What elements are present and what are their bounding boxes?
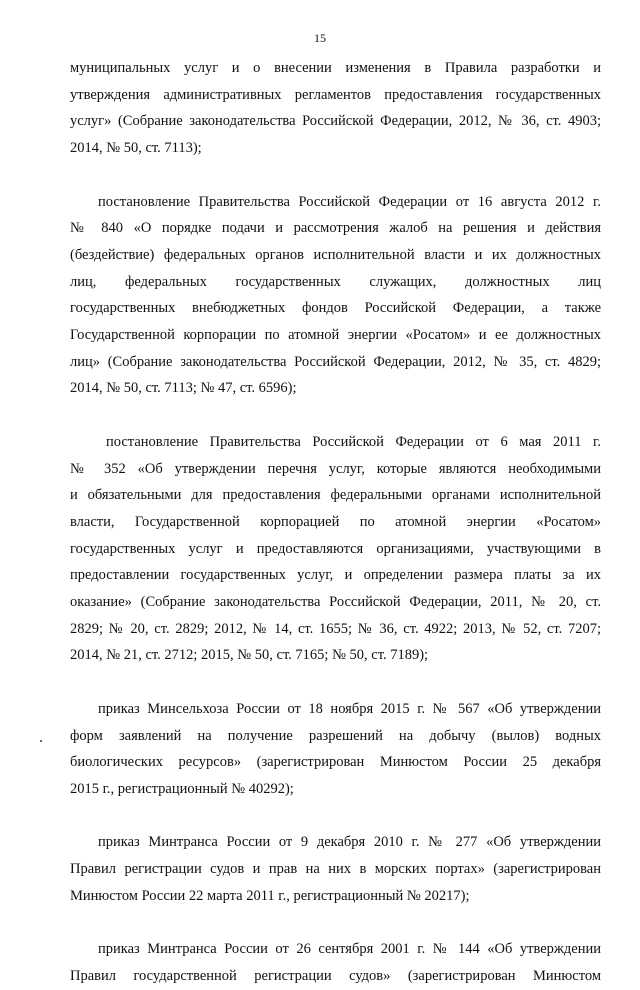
text-line: 2829; № 20, ст. 2829; 2012, № 14, ст. 1655; № 36, ст. 4922; 2013, № 52, ст. 7207; xyxy=(70,620,601,637)
text-line: приказ Минсельхоза России от 18 ноября 2015 г. № 567 «Об утверждении xyxy=(98,700,601,717)
text-line: оказание» (Собрание законодательства Российской Федерации, 2011, № 20, ст. xyxy=(70,594,601,611)
text-line: государственных услуг и предоставляются организациями, участвующими в xyxy=(70,540,601,557)
text-line: форм заявлений на получение разрешений на добычу (вылов) водных xyxy=(70,727,601,744)
text-line: лиц, федеральных государственных служащих, должностных лиц xyxy=(70,273,601,290)
paragraph-p5 xyxy=(70,829,601,909)
paragraph-p2 xyxy=(70,189,601,403)
text-line: 2015 г., регистрационный № 40292); xyxy=(70,780,294,797)
text-line: (бездействие) федеральных органов исполнительной власти и их должностных xyxy=(70,246,601,263)
text-line: лиц» (Собрание законодательства Российской Федерации, 2012, № 35, ст. 4829; xyxy=(70,353,601,370)
paragraph-p6 xyxy=(70,936,601,989)
text-line: Правил регистрации судов и прав на них в морских портах» (зарегистрирован xyxy=(70,861,601,878)
text-line: № 840 «О порядке подачи и рассмотрения жалоб на решения и действия xyxy=(70,220,601,237)
text-line: постановление Правительства Российской Федерации от 6 мая 2011 г. xyxy=(106,433,601,450)
paragraph-p3 xyxy=(70,429,601,669)
text-line: приказ Минтранса России от 9 декабря 2010 г. № 277 «Об утверждении xyxy=(98,834,601,851)
text-line: 2014, № 50, ст. 7113); xyxy=(70,140,202,157)
text-line: муниципальных услуг и о внесении изменения в Правила разработки и xyxy=(70,60,601,76)
text-line: Минюстом России 22 марта 2011 г., регистрационный № 20217); xyxy=(70,887,470,904)
text-line: 2014, № 21, ст. 2712; 2015, № 50, ст. 7165; № 50, ст. 7189); xyxy=(70,647,429,664)
text-line: биологических ресурсов» (зарегистрирован Минюстом России 25 декабря xyxy=(70,754,601,771)
text-line: Правил государственной регистрации судов» (зарегистрирован Минюстом xyxy=(70,967,601,984)
text-line: услуг» (Собрание законодательства Российской Федерации, 2012, № 36, ст. 4903; xyxy=(70,113,601,130)
text-line: и обязательными для предоставления федеральными органами исполнительной xyxy=(70,487,601,504)
text-line: утверждения административных регламентов предоставления государственных xyxy=(70,86,601,103)
text-line: Государственной корпорации по атомной энергии «Росатом» и ее должностных xyxy=(70,327,601,344)
text-line: власти, Государственной корпорацией по атомной энергии «Росатом» xyxy=(70,513,601,530)
page-number: 15 xyxy=(314,31,326,45)
text-line: постановление Правительства Российской Федерации от 16 августа 2012 г. xyxy=(98,193,601,210)
paragraph-p1 xyxy=(70,55,601,162)
document-body xyxy=(70,55,601,990)
text-line: 2014, № 50, ст. 7113; № 47, ст. 6596); xyxy=(70,380,297,397)
text-line: № 352 «Об утверждении перечня услуг, которые являются необходимыми xyxy=(70,460,601,477)
paragraph-p4 xyxy=(70,696,601,803)
text-line: приказ Минтранса России от 26 сентября 2001 г. № 144 «Об утверждении xyxy=(98,941,601,958)
text-line: государственных внебюджетных фондов Российской Федерации, а также xyxy=(70,300,601,317)
scan-speck xyxy=(40,740,42,742)
text-line: предоставлении государственных услуг, и определении размера платы за их xyxy=(70,567,601,584)
